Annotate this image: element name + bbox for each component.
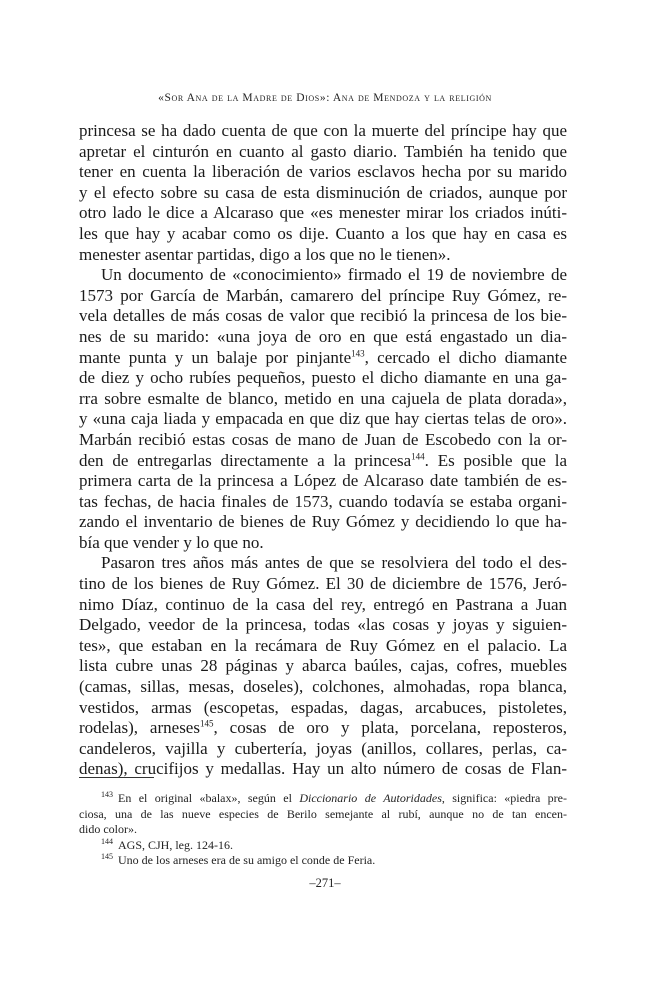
body-line: y «una caja liada y empacada en que diz que hay ciertas telas de oro».	[79, 409, 567, 429]
footnote-text: AGS, CJH, leg. 124-16.	[118, 837, 234, 852]
paragraph-start-line: Pasaron tres años más antes de que se resolviera del todo el des-	[101, 553, 567, 573]
footnote-number: 143	[101, 790, 113, 799]
body-line: 1573 por García de Marbán, camarero del príncipe Ruy Gómez, re-	[79, 285, 567, 305]
body-line: vestidos, armas (escopetas, espadas, dagas, arcabuces, pistoletes,	[79, 697, 567, 717]
line-text: den de entregarlas directamente a la princesa	[79, 450, 412, 470]
body-line: tas fechas, de hacia finales de 1573, cuando todavía se estaba organi-	[79, 491, 567, 511]
footnote-line: dido color».	[79, 822, 137, 837]
footnote-italic-title: Diccionario de Autoridades	[299, 791, 442, 805]
footnote-text: Uno de los arneses era de su amigo el conde de Feria.	[118, 853, 376, 868]
body-line: de diez y ocho rubíes pequeños, puesto el dicho diamante en una ga-	[79, 368, 567, 388]
body-line	[79, 348, 567, 369]
body-line: vela detalles de más cosas de valor que recibió la princesa de los bie-	[79, 306, 567, 326]
body-line: princesa se ha dado cuenta de que con la muerte del príncipe hay que	[79, 121, 567, 140]
body-line: tes», que estaban en la recámara de Ruy Gómez en el palacio. La	[79, 635, 567, 655]
body-line: candeleros, vajilla y cubertería, joyas (anillos, collares, perlas, ca-	[79, 738, 567, 758]
body-line	[79, 451, 567, 472]
footnote-143	[79, 791, 567, 807]
line-text: mante punta y un balaje por pinjante	[79, 347, 352, 367]
body-line: les que hay y acabar como os dije. Cuanto a los que hay en casa es	[79, 223, 567, 243]
body-line: (camas, sillas, mesas, doseles), colchones, almohadas, ropa blanca,	[79, 677, 567, 697]
line-text: . Es posible que la	[424, 450, 568, 470]
page-number: –271–	[309, 876, 341, 890]
body-line: apretar el cinturón en cuanto al gasto diario. También ha tenido que	[79, 141, 567, 161]
body-line: y el efecto sobre su casa de esta disminución de criados, aunque por	[79, 182, 567, 202]
body-line: bía que vender y lo que no.	[79, 532, 264, 552]
body-line: tino de los bienes de Ruy Gómez. El 30 de diciembre de 1576, Jeró-	[79, 574, 567, 594]
body-line: tener en cuenta la liberación de varios esclavos hecha por su marido	[79, 162, 567, 182]
footnote-number: 145	[101, 852, 113, 862]
footnote-separator	[79, 777, 154, 778]
footnote-line: ciosa, una de las nueve especies de Berilo semejante al rubí, aunque no de tan encen-	[79, 806, 567, 821]
body-line: Delgado, veedor de la princesa, todas «las cosas y joyas y siguien-	[79, 615, 567, 635]
body-line: Marbán recibió estas cosas de mano de Juan de Escobedo con la or-	[79, 429, 567, 449]
running-head: «Sor Ana de la Madre de Dios»: Ana de Mendoza y la religión	[158, 92, 492, 104]
body-line: denas), crucifijos y medallas. Hay un alto número de cosas de Flan-	[79, 759, 567, 779]
footnote-text: , significa: «piedra pre-	[441, 791, 567, 805]
footnote-144	[79, 838, 567, 854]
body-line: primera carta de la princesa a López de Alcaraso date también de es-	[79, 471, 567, 491]
line-text: , cercado el dicho diamante	[364, 347, 568, 367]
footnote-number: 144	[101, 836, 113, 846]
body-line: zando el inventario de bienes de Ruy Gómez y decidiendo lo que ha-	[79, 512, 567, 532]
footnote-ref-144[interactable]: 144	[411, 450, 425, 461]
body-line: lista cubre unas 28 páginas y abarca baúles, cajas, cofres, muebles	[79, 656, 567, 676]
body-line: otro lado le dice a Alcaraso que «es menester mirar los criados inúti-	[79, 203, 567, 223]
line-text: , cosas de oro y plata, porcelana, reposteros,	[213, 718, 568, 738]
line-text: rodelas), arneses	[79, 718, 200, 738]
body-line: nimo Díaz, continuo de la casa del rey, entregó en Pastrana a Juan	[79, 594, 567, 614]
footnote-145	[79, 853, 567, 869]
body-line: menester asentar partidas, digo a los que no le tienen».	[79, 244, 451, 264]
body-line: nes de su marido: «una joya de oro en que está engastado un dia-	[79, 326, 567, 346]
body-line: rra sobre esmalte de blanco, metido en una cajuela de plata dorada»,	[79, 388, 567, 408]
footnote-ref-143[interactable]: 143	[351, 347, 365, 358]
body-text	[79, 121, 567, 780]
footnote-text: En el original «balax», según el	[118, 791, 300, 805]
footnotes	[79, 791, 567, 869]
paragraph-start-line: Un documento de «conocimiento» firmado el 19 de noviembre de	[101, 265, 567, 285]
footnote-ref-145[interactable]: 145	[199, 718, 214, 729]
body-line	[79, 718, 567, 739]
